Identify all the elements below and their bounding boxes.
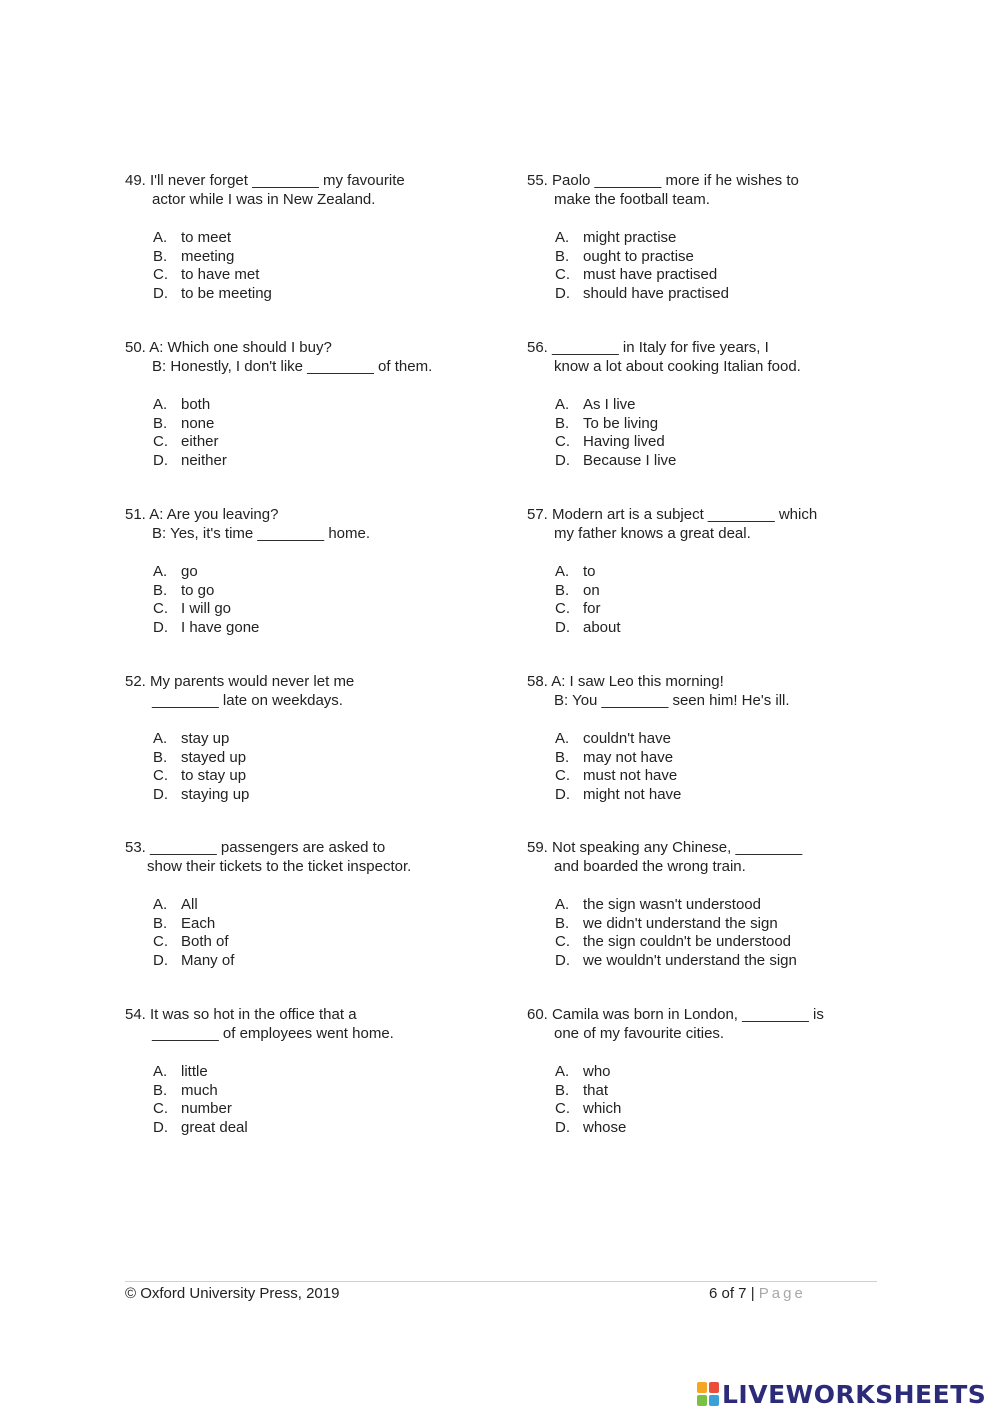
option-text: to meet [181, 229, 232, 246]
answer-option[interactable] [153, 432, 485, 451]
option-letter: B. [153, 247, 168, 265]
option-letter: C. [153, 933, 168, 951]
answer-option[interactable] [555, 1118, 887, 1137]
answer-options [153, 895, 485, 969]
question-51 [125, 505, 485, 636]
option-text: ought to practise [583, 247, 694, 265]
option-letter: D. [153, 618, 168, 636]
option-letter: B. [555, 1081, 570, 1099]
answer-option[interactable] [555, 1099, 887, 1118]
option-text: none [181, 414, 215, 432]
option-text: should have practised [583, 284, 729, 302]
liveworksheets-logo[interactable] [697, 1378, 986, 1410]
answer-options [555, 895, 887, 969]
answer-option[interactable] [555, 228, 887, 247]
option-text: might practise [583, 229, 677, 246]
answer-option[interactable] [153, 228, 485, 247]
answer-options [153, 562, 485, 636]
answer-options [555, 395, 887, 469]
logo-text: LIVEWORKSHEETS [722, 1379, 987, 1409]
option-text: to stay up [181, 767, 247, 785]
option-letter: D. [555, 618, 570, 636]
option-text: To be living [583, 414, 659, 432]
option-text: may not have [583, 748, 674, 766]
option-text: Many of [181, 951, 235, 969]
option-text: might not have [583, 785, 682, 803]
answer-option[interactable] [555, 562, 887, 581]
option-text: little [181, 1063, 208, 1080]
option-letter: B. [555, 414, 570, 432]
answer-option[interactable] [153, 451, 485, 470]
option-letter: A. [153, 1063, 168, 1080]
option-text: Both of [181, 933, 229, 951]
answer-option[interactable] [555, 932, 887, 951]
answer-options [555, 729, 887, 803]
option-text: for [583, 600, 601, 618]
answer-option[interactable] [153, 785, 485, 804]
option-text: must have practised [583, 266, 718, 284]
question-56 [527, 338, 887, 469]
option-letter: A. [555, 229, 570, 246]
answer-option[interactable] [153, 1118, 485, 1137]
question-49 [125, 171, 485, 302]
question-stem [125, 838, 485, 876]
option-text: on [583, 581, 600, 599]
question-stem [527, 505, 887, 543]
question-stem-line-1: 58. A: I saw Leo this morning! [527, 673, 724, 690]
question-stem-line-2: ________ of employees went home. [152, 1025, 394, 1042]
answer-option[interactable] [153, 395, 485, 414]
answer-option[interactable] [153, 748, 485, 767]
option-letter: C. [153, 266, 168, 284]
question-stem-line-1: 51. A: Are you leaving? [125, 506, 279, 523]
answer-option[interactable] [153, 1081, 485, 1100]
answer-option[interactable] [153, 618, 485, 637]
option-letter: B. [153, 581, 168, 599]
question-53 [125, 838, 485, 969]
footer-page-indicator [709, 1285, 806, 1302]
answer-options [555, 562, 887, 636]
option-letter: D. [555, 451, 570, 469]
option-text: I will go [181, 600, 232, 618]
answer-option[interactable] [555, 432, 887, 451]
option-text: I have gone [181, 618, 260, 636]
logo-square-1 [697, 1382, 707, 1393]
question-stem [125, 505, 485, 543]
question-stem-line-2: and boarded the wrong train. [554, 858, 746, 875]
option-letter: B. [555, 247, 570, 265]
option-letter: A. [555, 396, 570, 413]
option-letter: A. [153, 563, 168, 580]
option-text: must not have [583, 767, 678, 785]
answer-option[interactable] [153, 1099, 485, 1118]
answer-option[interactable] [153, 284, 485, 303]
answer-options [555, 228, 887, 302]
option-letter: B. [555, 748, 570, 766]
option-letter: C. [153, 433, 168, 451]
answer-option[interactable] [153, 1062, 485, 1081]
answer-options [153, 1062, 485, 1136]
answer-option[interactable] [555, 247, 887, 266]
option-text: to go [181, 581, 215, 599]
option-text: either [181, 433, 219, 451]
option-letter: A. [153, 229, 168, 246]
question-stem-line-2: know a lot about cooking Italian food. [554, 358, 801, 375]
answer-option[interactable] [555, 951, 887, 970]
question-stem-line-2: one of my favourite cities. [554, 1025, 725, 1042]
option-text: we didn't understand the sign [583, 914, 778, 932]
answer-option[interactable] [153, 914, 485, 933]
option-letter: B. [555, 914, 570, 932]
question-57 [527, 505, 887, 636]
option-text: number [181, 1100, 232, 1118]
option-letter: C. [153, 767, 168, 785]
option-text: we wouldn't understand the sign [583, 951, 797, 969]
page-number: 6 of 7 [709, 1285, 747, 1302]
option-text: to have met [181, 266, 260, 284]
question-stem-line-1: 57. Modern art is a subject ________ which [527, 506, 818, 523]
question-stem-line-2: make the football team. [554, 191, 710, 208]
question-stem-line-2: my father knows a great deal. [554, 525, 751, 542]
option-letter: C. [153, 1100, 168, 1118]
question-stem-line-2: B: You ________ seen him! He's ill. [554, 692, 790, 709]
option-letter: A. [153, 396, 168, 413]
answer-option[interactable] [153, 932, 485, 951]
option-text: the sign couldn't be understood [583, 933, 792, 951]
answer-option[interactable] [555, 766, 887, 785]
question-58 [527, 672, 887, 803]
option-letter: D. [153, 785, 168, 803]
option-text: great deal [181, 1118, 248, 1136]
question-stem-line-2: B: Yes, it's time ________ home. [152, 525, 371, 542]
option-text: to [583, 563, 596, 580]
question-stem-line-1: 56. ________ in Italy for five years, I [527, 339, 769, 356]
question-stem-line-1: 50. A: Which one should I buy? [125, 339, 332, 356]
question-stem-line-2: actor while I was in New Zealand. [152, 191, 376, 208]
question-60 [527, 1005, 887, 1136]
answer-option[interactable] [153, 247, 485, 266]
option-letter: A. [555, 1063, 570, 1080]
answer-option[interactable] [153, 729, 485, 748]
option-letter: D. [555, 1118, 570, 1136]
option-text: both [181, 396, 211, 413]
answer-option[interactable] [555, 618, 887, 637]
option-letter: B. [153, 1081, 168, 1099]
option-letter: A. [555, 563, 570, 580]
question-stem [125, 338, 485, 376]
option-letter: C. [555, 933, 570, 951]
option-letter: A. [555, 730, 570, 747]
option-letter: B. [153, 414, 168, 432]
answer-option[interactable] [555, 414, 887, 433]
question-50 [125, 338, 485, 469]
answer-option[interactable] [555, 599, 887, 618]
option-text: about [583, 618, 621, 636]
option-letter: D. [555, 951, 570, 969]
answer-option[interactable] [555, 729, 887, 748]
answer-option[interactable] [555, 265, 887, 284]
option-text: much [181, 1081, 218, 1099]
footer-copyright: © Oxford University Press, 2019 [125, 1285, 340, 1302]
question-stem-line-1: 53. ________ passengers are asked to [125, 839, 386, 856]
answer-option[interactable] [555, 395, 887, 414]
answer-option[interactable] [153, 562, 485, 581]
answer-option[interactable] [555, 1062, 887, 1081]
logo-square-4 [709, 1395, 719, 1406]
option-letter: B. [153, 748, 168, 766]
answer-options [153, 729, 485, 803]
option-text: meeting [181, 247, 235, 265]
option-text: to be meeting [181, 284, 272, 302]
option-letter: C. [555, 433, 570, 451]
question-stem [527, 171, 887, 209]
answer-option[interactable] [555, 451, 887, 470]
question-stem-line-1: 52. My parents would never let me [125, 673, 355, 690]
liveworksheets-logo-icon [697, 1382, 719, 1406]
question-stem-line-2: B: Honestly, I don't like ________ of them. [152, 358, 433, 375]
option-letter: A. [555, 896, 570, 913]
option-letter: A. [153, 730, 168, 747]
option-letter: C. [555, 600, 570, 618]
option-letter: C. [555, 767, 570, 785]
answer-option[interactable] [555, 748, 887, 767]
question-stem [527, 1005, 887, 1043]
answer-option[interactable] [555, 785, 887, 804]
option-text: Because I live [583, 451, 677, 469]
option-text: neither [181, 451, 227, 469]
page-separator: | [750, 1285, 755, 1302]
option-text: whose [583, 1118, 627, 1136]
question-stem [125, 171, 485, 209]
question-stem-line-1: 54. It was so hot in the office that a [125, 1006, 357, 1023]
option-letter: D. [153, 451, 168, 469]
question-stem-line-2: show their tickets to the ticket inspector. [147, 858, 412, 875]
question-stem-line-1: 55. Paolo ________ more if he wishes to [527, 172, 799, 189]
option-text: stay up [181, 730, 230, 747]
question-stem [125, 672, 485, 710]
option-text: who [583, 1063, 611, 1080]
option-text: couldn't have [583, 730, 671, 747]
option-letter: B. [555, 581, 570, 599]
question-stem [527, 838, 887, 876]
question-stem-line-1: 60. Camila was born in London, ________ is [527, 1006, 824, 1023]
answer-option[interactable] [153, 766, 485, 785]
question-55 [527, 171, 887, 302]
question-54 [125, 1005, 485, 1136]
option-text: go [181, 563, 198, 580]
option-text: As I live [583, 396, 636, 413]
option-letter: C. [555, 1100, 570, 1118]
question-52 [125, 672, 485, 803]
answer-options [153, 228, 485, 302]
option-text: which [583, 1100, 622, 1118]
answer-option[interactable] [555, 581, 887, 600]
option-letter: A. [153, 896, 168, 913]
option-text: staying up [181, 785, 250, 803]
question-stem-line-1: 49. I'll never forget ________ my favourite [125, 172, 405, 189]
answer-option[interactable] [555, 914, 887, 933]
option-text: Having lived [583, 433, 665, 451]
option-text: stayed up [181, 748, 247, 766]
option-letter: D. [153, 284, 168, 302]
page-word: Page [758, 1285, 806, 1302]
answer-option[interactable] [555, 284, 887, 303]
option-letter: D. [153, 1118, 168, 1136]
option-text: the sign wasn't understood [583, 896, 761, 913]
answer-option[interactable] [153, 599, 485, 618]
option-text: Each [181, 914, 216, 932]
question-stem [125, 1005, 485, 1043]
question-stem-line-2: ________ late on weekdays. [152, 692, 343, 709]
option-text: All [181, 896, 198, 913]
footer-divider [125, 1281, 877, 1282]
logo-square-3 [697, 1395, 707, 1406]
option-text: that [583, 1081, 609, 1099]
answer-options [153, 395, 485, 469]
option-letter: D. [555, 785, 570, 803]
question-59 [527, 838, 887, 969]
answer-option[interactable] [153, 414, 485, 433]
answer-options [555, 1062, 887, 1136]
option-letter: D. [153, 951, 168, 969]
answer-option[interactable] [153, 581, 485, 600]
question-stem [527, 338, 887, 376]
question-stem [527, 672, 887, 710]
answer-option[interactable] [153, 265, 485, 284]
logo-square-2 [709, 1382, 719, 1393]
option-letter: C. [153, 600, 168, 618]
answer-option[interactable] [153, 951, 485, 970]
answer-option[interactable] [153, 895, 485, 914]
option-letter: C. [555, 266, 570, 284]
question-stem-line-1: 59. Not speaking any Chinese, ________ [527, 839, 803, 856]
answer-option[interactable] [555, 895, 887, 914]
answer-option[interactable] [555, 1081, 887, 1100]
option-letter: D. [555, 284, 570, 302]
option-letter: B. [153, 914, 168, 932]
